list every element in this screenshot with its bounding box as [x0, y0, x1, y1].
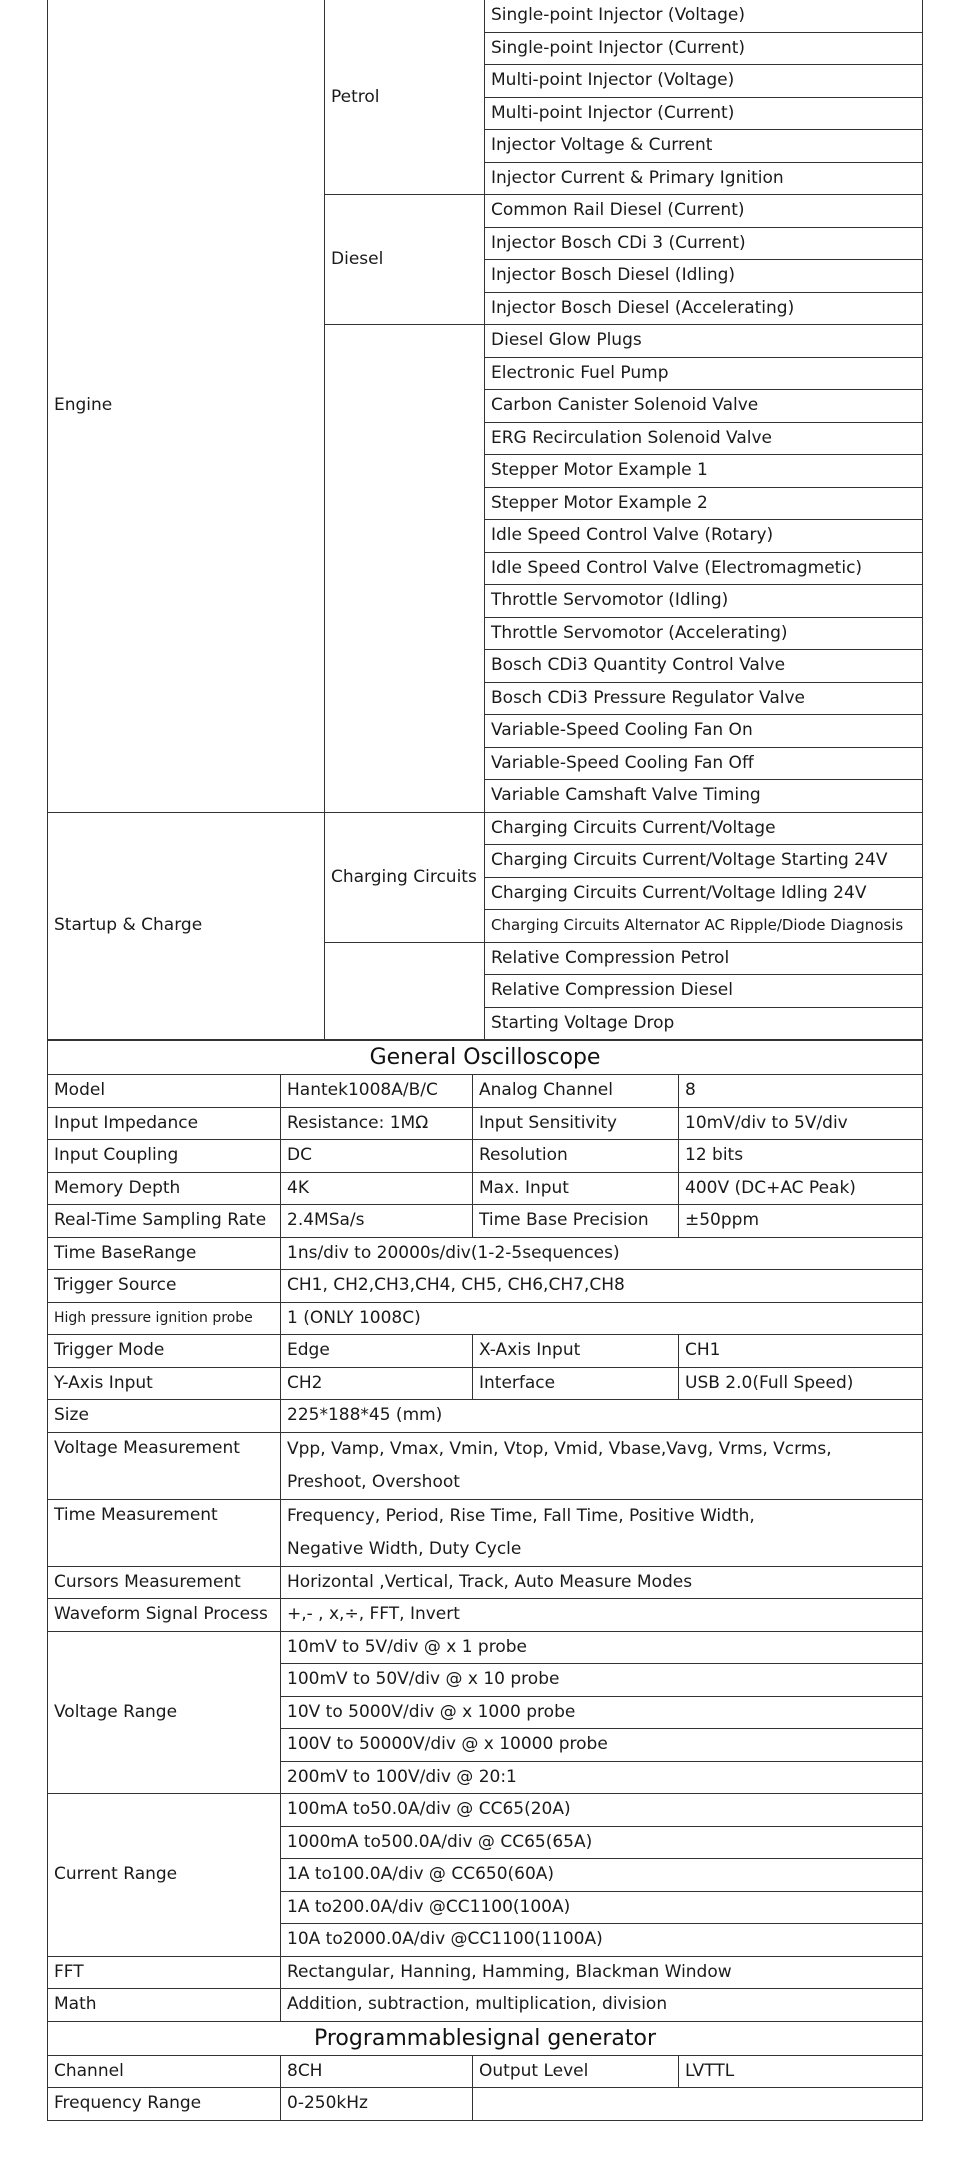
spec-label: Frequency Range: [48, 2088, 281, 2121]
spec-value: 8CH: [281, 2055, 473, 2088]
spec-value: 10A to2000.0A/div @CC1100(1100A): [281, 1924, 923, 1957]
application-item: Charging Circuits Current/Voltage Starting 24V: [485, 845, 923, 878]
spec-value: 100mV to 50V/div @ x 10 probe: [281, 1664, 923, 1697]
table-row: [48, 1432, 923, 1499]
spec-label: X-Axis Input: [473, 1335, 679, 1368]
table-row: [48, 812, 923, 845]
table-row: [48, 1599, 923, 1632]
category-cell: Engine: [48, 0, 325, 812]
spec-value: 1A to200.0A/div @CC1100(100A): [281, 1891, 923, 1924]
table-row: [48, 1400, 923, 1433]
spec-value: Horizontal ,Vertical, Track, Auto Measure Modes: [281, 1566, 923, 1599]
subcategory-cell: [325, 942, 485, 1040]
table-row: [48, 1989, 923, 2022]
application-item: ERG Recirculation Solenoid Valve: [485, 422, 923, 455]
spec-value: 1 (ONLY 1008C): [281, 1302, 923, 1335]
spec-value-line: Vpp, Vamp, Vmax, Vmin, Vtop, Vmid, Vbase,Vavg, Vrms, Vcrms,: [287, 1438, 832, 1459]
spec-label: Current Range: [48, 1794, 281, 1957]
spec-label: Time Base Precision: [473, 1205, 679, 1238]
spec-value: Addition, subtraction, multiplication, division: [281, 1989, 923, 2022]
spec-value-line: Negative Width, Duty Cycle: [287, 1538, 522, 1559]
spec-label: Real-Time Sampling Rate: [48, 1205, 281, 1238]
table-row: [48, 2088, 923, 2121]
application-item: Injector Bosch CDi 3 (Current): [485, 227, 923, 260]
spec-value: 12 bits: [679, 1140, 923, 1173]
spec-value: ±50ppm: [679, 1205, 923, 1238]
application-item: Charging Circuits Current/Voltage Idling 24V: [485, 877, 923, 910]
spec-label: Interface: [473, 1367, 679, 1400]
application-item: Electronic Fuel Pump: [485, 357, 923, 390]
application-item: Variable Camshaft Valve Timing: [485, 780, 923, 813]
spec-label: Model: [48, 1075, 281, 1108]
application-item: Charging Circuits Alternator AC Ripple/Diode Diagnosis: [485, 910, 923, 943]
application-item: Multi-point Injector (Voltage): [485, 65, 923, 98]
spec-label: Waveform Signal Process: [48, 1599, 281, 1632]
application-item: Relative Compression Diesel: [485, 975, 923, 1008]
table-row: [48, 1631, 923, 1664]
spec-value: CH2: [281, 1367, 473, 1400]
empty-cell: [473, 2088, 923, 2121]
table-row: [48, 1794, 923, 1827]
spec-label: Voltage Measurement: [48, 1432, 281, 1499]
application-item: Bosch CDi3 Pressure Regulator Valve: [485, 682, 923, 715]
table-row: [48, 1367, 923, 1400]
spec-label: Input Sensitivity: [473, 1107, 679, 1140]
spec-value: 10mV/div to 5V/div: [679, 1107, 923, 1140]
application-item: Multi-point Injector (Current): [485, 97, 923, 130]
table-row: [48, 1172, 923, 1205]
spec-value: 10V to 5000V/div @ x 1000 probe: [281, 1696, 923, 1729]
spec-value: 400V (DC+AC Peak): [679, 1172, 923, 1205]
table-row: [48, 1956, 923, 1989]
spec-value: 100mA to50.0A/div @ CC65(20A): [281, 1794, 923, 1827]
table-row: [48, 1335, 923, 1368]
spec-label: Resolution: [473, 1140, 679, 1173]
application-item: Single-point Injector (Voltage): [485, 0, 923, 32]
spec-value-line: Preshoot, Overshoot: [287, 1471, 460, 1492]
table-row: [48, 1107, 923, 1140]
spec-value: 225*188*45 (mm): [281, 1400, 923, 1433]
spec-value: [281, 1499, 923, 1566]
spec-label: Y-Axis Input: [48, 1367, 281, 1400]
spec-label: Cursors Measurement: [48, 1566, 281, 1599]
oscilloscope-heading: General Oscilloscope: [48, 1041, 923, 1075]
application-item: Idle Speed Control Valve (Electromagmetic): [485, 552, 923, 585]
spec-label: Trigger Source: [48, 1270, 281, 1303]
application-item: Common Rail Diesel (Current): [485, 195, 923, 228]
spec-label: Math: [48, 1989, 281, 2022]
application-item: Stepper Motor Example 1: [485, 455, 923, 488]
spec-value: USB 2.0(Full Speed): [679, 1367, 923, 1400]
spec-value: DC: [281, 1140, 473, 1173]
subcategory-cell: [325, 325, 485, 813]
spec-label: Max. Input: [473, 1172, 679, 1205]
generator-heading: Programmablesignal generator: [48, 2021, 923, 2055]
table-row: [48, 1270, 923, 1303]
spec-label: Output Level: [473, 2055, 679, 2088]
application-item: Single-point Injector (Current): [485, 32, 923, 65]
applications-table: [47, 0, 923, 1040]
spec-label: Trigger Mode: [48, 1335, 281, 1368]
table-row: [48, 1140, 923, 1173]
table-row: [48, 1075, 923, 1108]
spec-value: 1ns/div to 20000s/div(1-2-5sequences): [281, 1237, 923, 1270]
spec-value: Rectangular, Hanning, Hamming, Blackman Window: [281, 1956, 923, 1989]
spec-value: [281, 1432, 923, 1499]
spec-value: Resistance: 1MΩ: [281, 1107, 473, 1140]
spec-label: Memory Depth: [48, 1172, 281, 1205]
application-item: Diesel Glow Plugs: [485, 325, 923, 358]
subcategory-cell: Charging Circuits: [325, 812, 485, 942]
spec-value: 8: [679, 1075, 923, 1108]
table-row: [48, 1302, 923, 1335]
application-item: Bosch CDi3 Quantity Control Valve: [485, 650, 923, 683]
spec-value: Edge: [281, 1335, 473, 1368]
application-item: Idle Speed Control Valve (Rotary): [485, 520, 923, 553]
application-item: Variable-Speed Cooling Fan Off: [485, 747, 923, 780]
spec-value: CH1, CH2,CH3,CH4, CH5, CH6,CH7,CH8: [281, 1270, 923, 1303]
category-cell: Startup & Charge: [48, 812, 325, 1040]
spec-label: Channel: [48, 2055, 281, 2088]
spec-value: Hantek1008A/B/C: [281, 1075, 473, 1108]
spec-label: Input Impedance: [48, 1107, 281, 1140]
spec-label: Size: [48, 1400, 281, 1433]
application-item: Stepper Motor Example 2: [485, 487, 923, 520]
application-item: Relative Compression Petrol: [485, 942, 923, 975]
application-item: Carbon Canister Solenoid Valve: [485, 390, 923, 423]
spec-sheet: [47, 0, 922, 2121]
spec-value: 200mV to 100V/div @ 20:1: [281, 1761, 923, 1794]
spec-label: Time BaseRange: [48, 1237, 281, 1270]
application-item: Injector Bosch Diesel (Accelerating): [485, 292, 923, 325]
table-row: [48, 1237, 923, 1270]
application-item: Throttle Servomotor (Idling): [485, 585, 923, 618]
table-row: [48, 1499, 923, 1566]
application-item: Injector Current & Primary Ignition: [485, 162, 923, 195]
spec-value: 1000mA to500.0A/div @ CC65(65A): [281, 1826, 923, 1859]
spec-value: 0-250kHz: [281, 2088, 473, 2121]
spec-value: 2.4MSa/s: [281, 1205, 473, 1238]
application-item: Injector Bosch Diesel (Idling): [485, 260, 923, 293]
application-item: Injector Voltage & Current: [485, 130, 923, 163]
spec-label: Time Measurement: [48, 1499, 281, 1566]
application-item: Starting Voltage Drop: [485, 1007, 923, 1040]
spec-value: LVTTL: [679, 2055, 923, 2088]
application-item: Charging Circuits Current/Voltage: [485, 812, 923, 845]
spec-label: Input Coupling: [48, 1140, 281, 1173]
table-row: [48, 0, 923, 32]
spec-value: 100V to 50000V/div @ x 10000 probe: [281, 1729, 923, 1762]
subcategory-cell: Petrol: [325, 0, 485, 195]
table-row: [48, 2055, 923, 2088]
application-item: Variable-Speed Cooling Fan On: [485, 715, 923, 748]
spec-value: CH1: [679, 1335, 923, 1368]
spec-value: +,- , x,÷, FFT, Invert: [281, 1599, 923, 1632]
subcategory-cell: Diesel: [325, 195, 485, 325]
table-row: [48, 1566, 923, 1599]
spec-value: 4K: [281, 1172, 473, 1205]
spec-value: 1A to100.0A/div @ CC650(60A): [281, 1859, 923, 1892]
spec-value-line: Frequency, Period, Rise Time, Fall Time, Positive Width,: [287, 1505, 755, 1526]
application-item: Throttle Servomotor (Accelerating): [485, 617, 923, 650]
specs-table: [47, 1040, 923, 2121]
spec-label: Analog Channel: [473, 1075, 679, 1108]
spec-value: 10mV to 5V/div @ x 1 probe: [281, 1631, 923, 1664]
spec-label: Voltage Range: [48, 1631, 281, 1794]
table-row: [48, 1205, 923, 1238]
spec-label: FFT: [48, 1956, 281, 1989]
spec-label: High pressure ignition probe: [48, 1302, 281, 1335]
